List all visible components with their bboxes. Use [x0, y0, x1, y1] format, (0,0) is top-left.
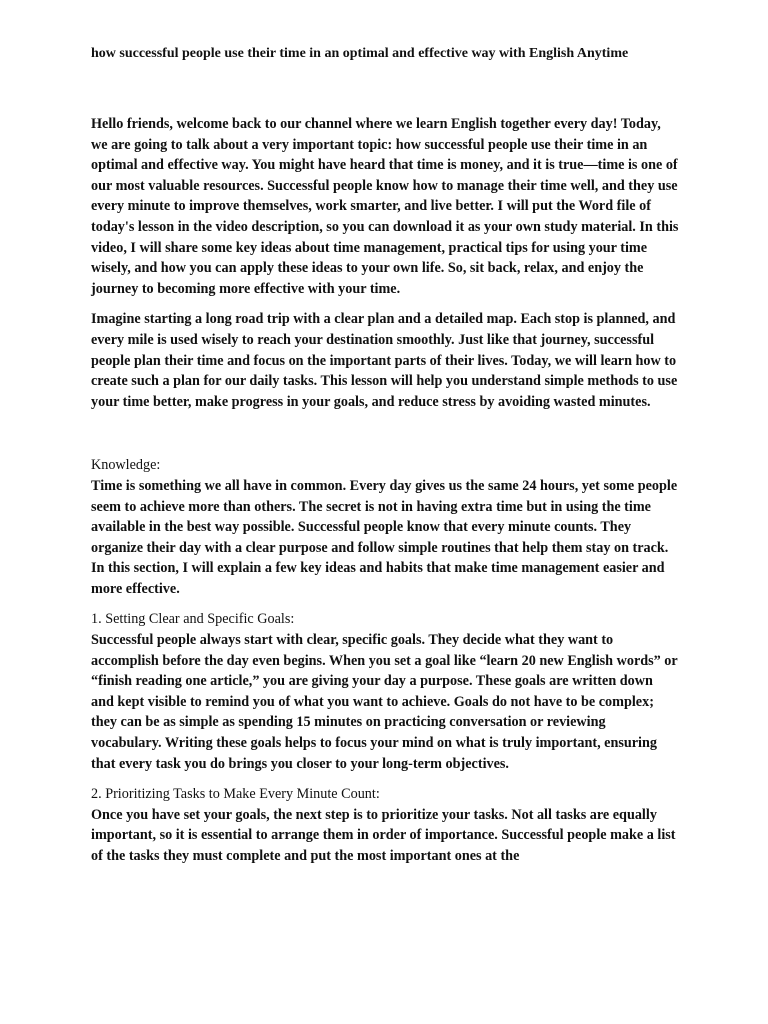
- intro-paragraph-1: Hello friends, welcome back to our channel where we learn English together every day! Today, we are going to talk about a very important topic: how successful people use their time in an optimal and effective way. You might have heard that time is money, and it is true—time is one of our most valuable resources. Successful people know how to manage their time well, and they use every minute to improve themselves, work smarter, and live better. I will put the Word file of today's lesson in the video description, so you can download it as your own study material. In this video, I will share some key ideas about time management, practical tips for using your time wisely, and how you can apply these ideas to your own life. So, sit back, relax, and enjoy the journey to becoming more effective with your time.: [91, 116, 679, 297]
- section-knowledge: [91, 455, 679, 599]
- document-title: how successful people use their time in an optimal and effective way with English Anytime: [91, 46, 629, 61]
- document-page: [91, 44, 679, 867]
- spacer: [91, 774, 679, 784]
- section-body: Successful people always start with clear, specific goals. They decide what they want to accomplish before the day even begins. When you set a goal like “learn 20 new English words” or “finish reading one article,” you are giving your day a purpose. These goals are written down and kept visible to remind you of what you want to achieve. Goals do not have to be complex; they can be as simple as spending 15 minutes on practicing conversation or reviewing vocabulary. Writing these goals helps to focus your mind on what is truly important, ensuring that every task you do brings you closer to your long-term objectives.: [91, 632, 678, 772]
- section-heading: 1. Setting Clear and Specific Goals:: [91, 611, 295, 628]
- section-prioritizing: [91, 784, 679, 866]
- spacer: [91, 599, 679, 609]
- spacer: [91, 412, 679, 455]
- section-heading: 2. Prioritizing Tasks to Make Every Minute Count:: [91, 786, 380, 803]
- section-goals: [91, 609, 679, 774]
- section-body: Time is something we all have in common. Every day gives us the same 24 hours, yet some people seem to achieve more than others. The secret is not in having extra time but in using the time available in the best way possible. Successful people know that every minute counts. They organize their day with a clear purpose and follow simple routines that help them stay on track. In this section, I will explain a few key ideas and habits that make time management easier and more effective.: [91, 477, 678, 597]
- section-heading: Knowledge:: [91, 457, 161, 474]
- section-body: Once you have set your goals, the next step is to prioritize your tasks. Not all tasks are equally important, so it is essential to arrange them in order of importance. Successful people make a list of the tasks they must complete and put the most important ones at the: [91, 806, 676, 864]
- spacer: [91, 299, 679, 309]
- spacer: [91, 64, 679, 114]
- intro-paragraph-2: Imagine starting a long road trip with a clear plan and a detailed map. Each stop is planned, and every mile is used wisely to reach your destination smoothly. Just like that journey, successful people plan their time and focus on the important parts of their lives. Today, we will learn how to create such a plan for our daily tasks. This lesson will help you understand simple methods to use your time better, make progress in your goals, and reduce stress by avoiding wasted minutes.: [91, 311, 678, 410]
